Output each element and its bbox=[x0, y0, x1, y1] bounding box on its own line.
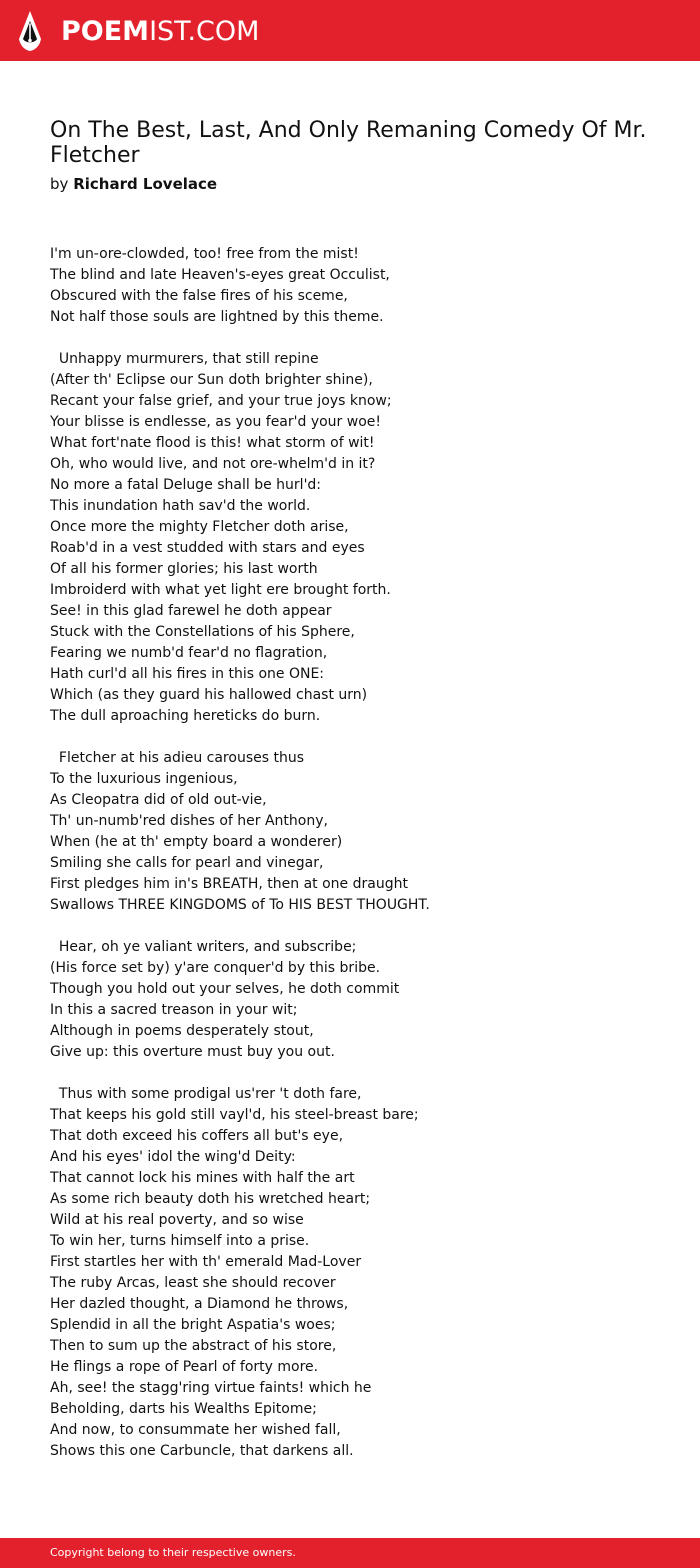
poem-line-36: Give up: this overture must buy you out. bbox=[50, 1044, 335, 1060]
poem-line-44: To win her, turns himself into a prise. bbox=[50, 1233, 310, 1249]
poem-line-26: Th' un-numb'red dishes of her Anthony, bbox=[50, 813, 328, 829]
poem-byline bbox=[50, 174, 217, 194]
poem-line-49: Then to sum up the abstract of his store, bbox=[50, 1338, 337, 1354]
poem-line-25: As Cleopatra did of old out-vie, bbox=[50, 792, 267, 808]
poem-line-5: Unhappy murmurers, that still repine bbox=[50, 351, 319, 367]
poem-line-35: Although in poems desperately stout, bbox=[50, 1023, 314, 1039]
site-logo-link[interactable] bbox=[17, 9, 259, 53]
poem-title: On The Best, Last, And Only Remaning Comedy Of Mr. Fletcher bbox=[50, 118, 647, 168]
stanza-break-2 bbox=[50, 727, 670, 748]
poem-line-1: I'm un-ore-clowded, too! free from the mist! bbox=[50, 246, 359, 262]
poem-line-14: Roab'd in a vest studded with stars and eyes bbox=[50, 540, 365, 556]
poem-line-8: Your blisse is endlesse, as you fear'd your woe! bbox=[50, 414, 381, 430]
poem-line-23: Fletcher at his adieu carouses thus bbox=[50, 750, 304, 766]
poem-line-28: Smiling she calls for pearl and vinegar, bbox=[50, 855, 324, 871]
poem-line-30: Swallows THREE KINGDOMS of To HIS BEST THOUGHT. bbox=[50, 897, 430, 913]
poem-line-53: And now, to consummate her wished fall, bbox=[50, 1422, 341, 1438]
poem-line-43: Wild at his real poverty, and so wise bbox=[50, 1212, 304, 1228]
poem-line-48: Splendid in all the bright Aspatia's woes; bbox=[50, 1317, 336, 1333]
poem-line-2: The blind and late Heaven's-eyes great Occulist, bbox=[50, 267, 390, 283]
poem-line-19: Fearing we numb'd fear'd no flagration, bbox=[50, 645, 328, 661]
byline-label: by bbox=[50, 175, 69, 193]
poem-line-47: Her dazled thought, a Diamond he throws, bbox=[50, 1296, 349, 1312]
poem-text bbox=[50, 244, 670, 1462]
poem-line-50: He flings a rope of Pearl of forty more. bbox=[50, 1359, 319, 1375]
poem-line-15: Of all his former glories; his last worth bbox=[50, 561, 318, 577]
poem-line-33: Though you hold out your selves, he doth commit bbox=[50, 981, 400, 997]
poem-line-16: Imbroiderd with what yet light ere brought forth. bbox=[50, 582, 391, 598]
poem-line-12: This inundation hath sav'd the world. bbox=[50, 498, 311, 514]
poem-line-22: The dull aproaching hereticks do burn. bbox=[50, 708, 321, 724]
poem-line-38: That keeps his gold still vayl'd, his steel-breast bare; bbox=[50, 1107, 419, 1123]
poem-line-31: Hear, oh ye valiant writers, and subscribe; bbox=[50, 939, 357, 955]
site-header bbox=[0, 0, 700, 61]
poem-line-7: Recant your false grief, and your true joys know; bbox=[50, 393, 392, 409]
stanza-break-4 bbox=[50, 1063, 670, 1084]
poem-line-18: Stuck with the Constellations of his Sphere, bbox=[50, 624, 355, 640]
stanza-break-1 bbox=[50, 328, 670, 349]
poem-line-46: The ruby Arcas, least she should recover bbox=[50, 1275, 336, 1291]
copyright-text: Copyright belong to their respective owners. bbox=[50, 1546, 296, 1559]
poem-line-37: Thus with some prodigal us'rer 't doth fare, bbox=[50, 1086, 362, 1102]
poem-line-29: First pledges him in's BREATH, then at one draught bbox=[50, 876, 408, 892]
poem-line-9: What fort'nate flood is this! what storm of wit! bbox=[50, 435, 375, 451]
poem-line-54: Shows this one Carbuncle, that darkens all. bbox=[50, 1443, 354, 1459]
brand-strong-text: POEM bbox=[61, 15, 150, 47]
poem-line-6: (After th' Eclipse our Sun doth brighter shine), bbox=[50, 372, 373, 388]
poem-line-34: In this a sacred treason in your wit; bbox=[50, 1002, 298, 1018]
poem-line-10: Oh, who would live, and not ore-whelm'd in it? bbox=[50, 456, 376, 472]
poem-line-20: Hath curl'd all his fires in this one ONE: bbox=[50, 666, 325, 682]
poem-line-45: First startles her with th' emerald Mad-Lover bbox=[50, 1254, 362, 1270]
poem-line-11: No more a fatal Deluge shall be hurl'd: bbox=[50, 477, 322, 493]
stanza-break-3 bbox=[50, 916, 670, 937]
poem-line-40: And his eyes' idol the wing'd Deity: bbox=[50, 1149, 296, 1165]
poem-line-3: Obscured with the false fires of his sceme, bbox=[50, 288, 348, 304]
poem-line-13: Once more the mighty Fletcher doth arise, bbox=[50, 519, 349, 535]
poem-line-4: Not half those souls are lightned by this theme. bbox=[50, 309, 384, 325]
poem-line-52: Beholding, darts his Wealths Epitome; bbox=[50, 1401, 317, 1417]
author-link[interactable]: Richard Lovelace bbox=[73, 175, 218, 193]
poem-line-17: See! in this glad farewel he doth appear bbox=[50, 603, 332, 619]
poem-line-41: That cannot lock his mines with half the art bbox=[50, 1170, 355, 1186]
poem-line-24: To the luxurious ingenious, bbox=[50, 771, 238, 787]
poem-line-51: Ah, see! the stagg'ring virtue faints! which he bbox=[50, 1380, 372, 1396]
pen-nib-icon bbox=[17, 10, 43, 52]
brand-light-text: IST.COM bbox=[149, 15, 260, 47]
poem-line-27: When (he at th' empty board a wonderer) bbox=[50, 834, 343, 850]
poem-line-32: (His force set by) y'are conquer'd by this bribe. bbox=[50, 960, 381, 976]
poem-line-39: That doth exceed his coffers all but's eye, bbox=[50, 1128, 344, 1144]
poem-line-42: As some rich beauty doth his wretched heart; bbox=[50, 1191, 371, 1207]
site-footer bbox=[0, 1538, 700, 1568]
poem-line-21: Which (as they guard his hallowed chast urn) bbox=[50, 687, 368, 703]
site-wordmark bbox=[61, 15, 260, 47]
